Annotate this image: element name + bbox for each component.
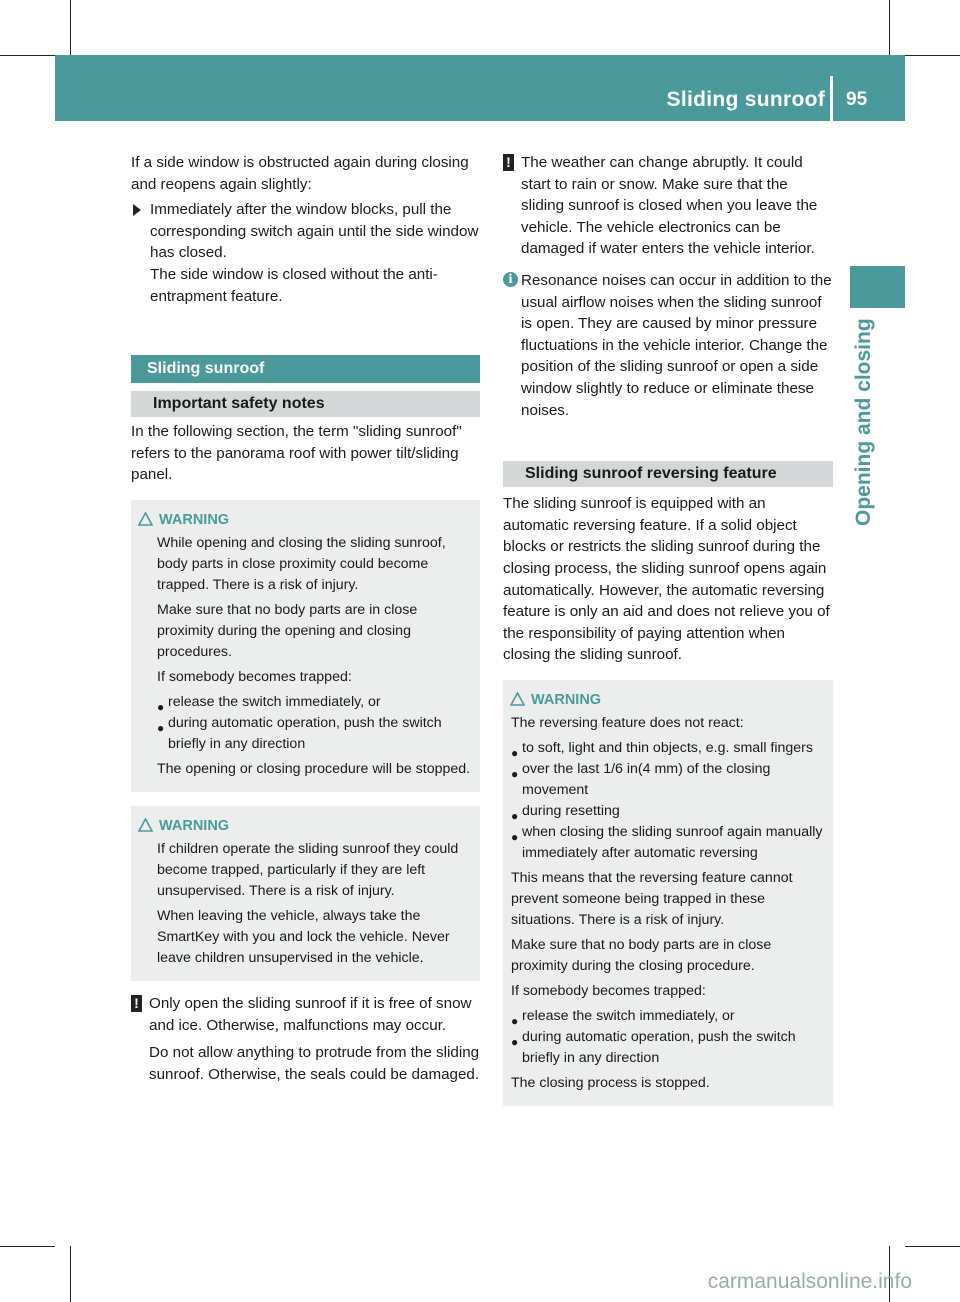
watermark: carmanualsonline.info (707, 1270, 912, 1293)
warning-text: The closing process is stopped. (511, 1074, 710, 1091)
warning-text: The opening or closing procedure will be stopped. (157, 760, 471, 777)
exclamation-icon: ! (503, 154, 514, 171)
subsection-heading: Important safety notes (131, 391, 480, 417)
warning-box (131, 806, 480, 981)
bullet-icon: ● (511, 808, 519, 823)
section-heading: Sliding sunroof (131, 355, 480, 383)
crop-mark (905, 55, 960, 56)
bullet-icon: ● (511, 829, 519, 844)
warning-label: WARNING (529, 690, 827, 711)
list-item: ● to soft, light and thin objects, e.g. small fingers (511, 738, 827, 759)
bullet-icon: ● (511, 1013, 519, 1028)
right-column (503, 152, 833, 1106)
caution-note (131, 993, 480, 1085)
note-text: Only open the sliding sunroof if it is free of snow and ice. Otherwise, malfunctions may occur. (149, 994, 472, 1034)
crop-mark (0, 55, 55, 56)
bullet-icon: ● (157, 699, 165, 714)
list-item: ● over the last 1/6 in(4 mm) of the closing movement (511, 760, 771, 798)
warning-text: While opening and closing the sliding sunroof, body parts in close proximity could become trapped. There is a risk of injury. (157, 534, 446, 593)
warning-text: When leaving the vehicle, always take the SmartKey with you and lock the vehicle. Never leave children unsupervised in the vehicle. (157, 907, 450, 966)
bullet-icon: ● (157, 720, 165, 735)
instruction-step (131, 199, 480, 307)
step-result: The side window is closed without the anti-entrapment feature. (150, 265, 438, 305)
list-item: ● during resetting (511, 801, 827, 822)
intro-paragraph: If a side window is obstructed again during closing and reopens again slightly: (131, 154, 469, 193)
crop-mark (0, 1246, 55, 1247)
list-item: ● during automatic operation, push the switch briefly in any direction (157, 714, 442, 752)
warning-triangle-icon (138, 512, 153, 526)
warning-label: WARNING (157, 816, 474, 837)
step-text: Immediately after the window blocks, pull the corresponding switch again until the side window has closed. (150, 201, 479, 262)
warning-triangle-icon (138, 818, 153, 832)
info-text: Resonance noises can occur in addition to the usual airflow noises when the sliding sunroof is open. They are caused by minor pressure fluctuations in the vehicle interior. Change the position of the sliding sunroof or open a side window slightly to reduce or eliminate these noises. (521, 271, 832, 419)
page-number: 95 (846, 89, 868, 110)
warning-text: Make sure that no body parts are in close proximity during the closing procedure. (511, 936, 772, 974)
warning-text: If somebody becomes trapped: (511, 982, 706, 999)
side-tab-block (850, 266, 905, 308)
crop-mark (905, 1246, 960, 1247)
bullet-icon: ● (511, 766, 519, 781)
header-divider (830, 76, 833, 121)
warning-box (131, 500, 480, 792)
chapter-label: Opening and closing (852, 318, 875, 526)
warning-text: If children operate the sliding sunroof they could become trapped, particularly if they are left unsupervised. There is a risk of injury. (157, 840, 459, 899)
warning-text: Make sure that no body parts are in close proximity during the opening and closing procedures. (157, 601, 418, 660)
warning-text: This means that the reversing feature cannot prevent someone being trapped in these situations. There is a risk of injury. (511, 869, 793, 928)
list-item: ● release the switch immediately, or (511, 1006, 827, 1027)
left-column (131, 152, 480, 1085)
body-paragraph: The sliding sunroof is equipped with an automatic reversing feature. If a solid object blocks or restricts the sliding sunroof during the closing process, the sliding sunroof opens again automatically. However, the automatic reversing feature is only an aid and does not relieve you of the responsibility of paying attention when closing the sliding sunroof. (503, 495, 830, 664)
subsection-heading: Sliding sunroof reversing feature (503, 461, 833, 487)
bullet-icon: ● (511, 1034, 519, 1049)
list-item: ● release the switch immediately, or (157, 692, 474, 713)
info-note (503, 270, 833, 421)
warning-box (503, 680, 833, 1106)
info-icon: i (503, 272, 518, 287)
note-text: Do not allow anything to protrude from the sliding sunroof. Otherwise, the seals could be damaged. (149, 1044, 480, 1083)
warning-text: If somebody becomes trapped: (157, 668, 352, 685)
caution-note (503, 152, 833, 260)
list-item: ● when closing the sliding sunroof again manually immediately after automatic reversing (511, 823, 823, 861)
safety-intro: In the following section, the term "sliding sunroof" refers to the panorama roof with power tilt/sliding panel. (131, 423, 462, 484)
crop-mark (889, 0, 890, 55)
exclamation-icon: ! (131, 995, 142, 1012)
bullet-icon: ● (511, 745, 519, 760)
list-item: ● during automatic operation, push the switch briefly in any direction (511, 1028, 796, 1066)
crop-mark (70, 0, 71, 55)
warning-label: WARNING (157, 510, 474, 531)
step-arrow-icon (133, 204, 141, 216)
warning-triangle-icon (510, 692, 525, 706)
warning-text: The reversing feature does not react: (511, 714, 744, 731)
crop-mark (70, 1246, 71, 1302)
page-title: Sliding sunroof (666, 88, 825, 111)
note-text: The weather can change abruptly. It could start to rain or snow. Make sure that the sliding sunroof is closed when you leave the vehicle. The vehicle electronics can be damaged if water enters the vehicle interior. (521, 154, 818, 258)
